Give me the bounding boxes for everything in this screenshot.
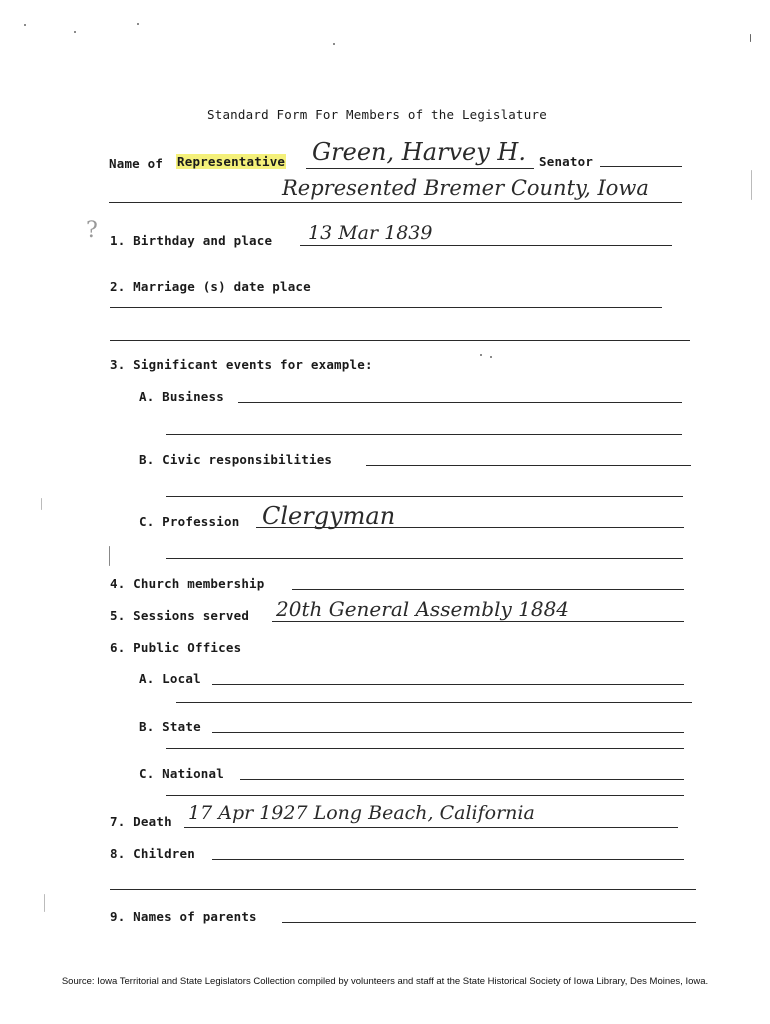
represented-underline — [109, 202, 682, 203]
business-underline-1 — [238, 402, 682, 403]
scan-speck — [44, 894, 45, 912]
representative-label — [176, 154, 286, 169]
birthday-underline — [300, 245, 672, 246]
national-underline-1 — [240, 779, 684, 780]
item-state-label: B. State — [139, 719, 201, 734]
local-underline-1 — [212, 684, 684, 685]
item-children-label: 8. Children — [110, 846, 195, 861]
state-underline-2 — [166, 748, 684, 749]
handwritten-death: 17 Apr 1927 Long Beach, California — [188, 802, 535, 824]
national-underline-2 — [166, 795, 684, 796]
sessions-underline — [272, 621, 684, 622]
handwritten-sessions: 20th General Assembly 1884 — [276, 597, 570, 621]
item-national-label: C. National — [139, 766, 224, 781]
scan-speck — [74, 31, 76, 33]
scan-speck — [333, 43, 335, 45]
church-underline — [292, 589, 684, 590]
source-caption: Source: Iowa Territorial and State Legislators Collection compiled by volunteers and staff at the State Historical Society of Iowa Library, Des Moines, Iowa. — [61, 976, 709, 987]
scan-speck — [490, 356, 492, 358]
scan-speck — [750, 34, 751, 42]
name-label: Name of — [109, 156, 164, 171]
civic-underline-2 — [166, 496, 683, 497]
item-public-offices-label: 6. Public Offices — [110, 640, 242, 655]
business-underline-2 — [166, 434, 682, 435]
item-parents-label: 9. Names of parents — [110, 909, 257, 924]
children-underline-1 — [212, 859, 684, 860]
form-title: Standard Form For Members of the Legislature — [207, 107, 547, 122]
item-civic-label: B. Civic responsibilities — [139, 452, 333, 467]
handwritten-birth: 13 Mar 1839 — [308, 222, 433, 244]
scan-speck — [41, 498, 42, 510]
senator-label: Senator — [539, 154, 594, 169]
item-events-label: 3. Significant events for example: — [110, 357, 373, 372]
margin-question-mark: ? — [86, 218, 98, 243]
item-profession-label: C. Profession — [139, 514, 240, 529]
item-sessions-label: 5. Sessions served — [110, 608, 250, 623]
item-church-label: 4. Church membership — [110, 576, 265, 591]
scan-speck — [137, 23, 139, 25]
scan-speck — [24, 24, 26, 26]
children-underline-2 — [110, 889, 696, 890]
parents-underline — [282, 922, 696, 923]
representative-highlight: Representative — [177, 154, 286, 169]
state-underline-1 — [212, 732, 684, 733]
senator-underline — [600, 166, 682, 167]
item-business-label: A. Business — [139, 389, 224, 404]
scan-speck — [109, 546, 110, 566]
handwritten-profession: Clergyman — [262, 502, 396, 530]
item-local-label: A. Local — [139, 671, 201, 686]
local-underline-2 — [176, 702, 692, 703]
profession-underline-2 — [166, 558, 683, 559]
civic-underline-1 — [366, 465, 691, 466]
scan-speck — [751, 170, 752, 200]
name-underline — [306, 168, 534, 169]
item-marriage-label: 2. Marriage (s) date place — [110, 279, 311, 294]
item-death-label: 7. Death — [110, 814, 172, 829]
death-underline — [184, 827, 678, 828]
handwritten-name: Green, Harvey H. — [312, 138, 526, 166]
marriage-underline-2 — [110, 340, 690, 341]
scan-speck — [480, 354, 482, 356]
handwritten-represented: Represented Bremer County, Iowa — [282, 176, 649, 200]
item-birthday-label: 1. Birthday and place — [110, 233, 273, 248]
marriage-underline-1 — [110, 307, 662, 308]
